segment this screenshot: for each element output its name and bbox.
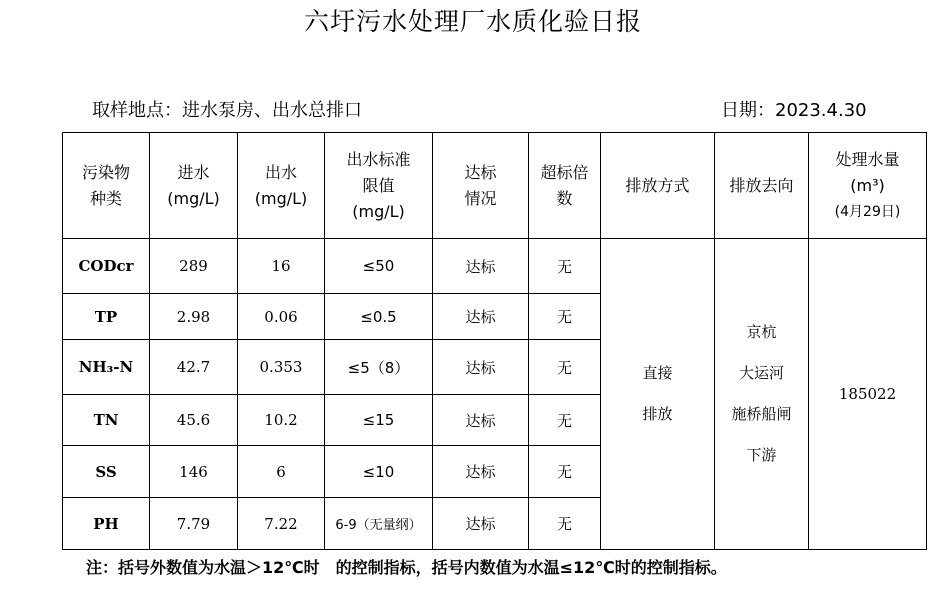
limit-cell: ≤0.5 (325, 294, 433, 340)
effluent-cell: 6 (238, 446, 325, 498)
status-cell: 达标 (433, 340, 529, 395)
limit-cell: 6-9（无量纲） (325, 498, 433, 550)
header-limit: 出水标准 限值 (mg/L) (325, 133, 433, 239)
effluent-cell: 10.2 (238, 395, 325, 446)
exceed-cell: 无 (529, 395, 601, 446)
exceed-cell: 无 (529, 294, 601, 340)
limit-cell: ≤15 (325, 395, 433, 446)
exceed-cell: 无 (529, 340, 601, 395)
header-row (63, 133, 927, 239)
treatment-volume-cell: 185022 (809, 239, 927, 550)
report-title: 六圩污水处理厂水质化验日报 (303, 7, 642, 36)
param-cell: TP (63, 294, 150, 340)
header-compliance: 达标 情况 (433, 133, 529, 239)
effluent-cell: 0.353 (238, 340, 325, 395)
status-cell: 达标 (433, 446, 529, 498)
header-exceed: 超标倍 数 (529, 133, 601, 239)
influent-cell: 289 (150, 239, 238, 294)
param-cell: TN (63, 395, 150, 446)
influent-cell: 42.7 (150, 340, 238, 395)
header-discharge-method: 排放方式 (601, 133, 715, 239)
limit-cell: ≤10 (325, 446, 433, 498)
header-influent: 进水 (mg/L) (150, 133, 238, 239)
header-effluent: 出水 (mg/L) (238, 133, 325, 239)
effluent-cell: 7.22 (238, 498, 325, 550)
effluent-cell: 0.06 (238, 294, 325, 340)
discharge-method-cell: 直接 排放 (601, 239, 715, 550)
param-cell: PH (63, 498, 150, 550)
exceed-cell: 无 (529, 239, 601, 294)
header-treatment-volume: 处理水量 (m³) (4月29日) (809, 133, 927, 239)
status-cell: 达标 (433, 239, 529, 294)
influent-cell: 146 (150, 446, 238, 498)
header-pollutant: 污染物 种类 (63, 133, 150, 239)
status-cell: 达标 (433, 395, 529, 446)
limit-cell: ≤5（8） (325, 340, 433, 395)
limit-cell: ≤50 (325, 239, 433, 294)
influent-cell: 2.98 (150, 294, 238, 340)
influent-cell: 45.6 (150, 395, 238, 446)
param-cell: SS (63, 446, 150, 498)
param-cell: CODcr (63, 239, 150, 294)
influent-cell: 7.79 (150, 498, 238, 550)
report-date: 日期：2023.4.30 (721, 100, 867, 121)
exceed-cell: 无 (529, 446, 601, 498)
status-cell: 达标 (433, 498, 529, 550)
status-cell: 达标 (433, 294, 529, 340)
discharge-destination-cell: 京杭 大运河 施桥船闸 下游 (715, 239, 809, 550)
footnote: 注：括号外数值为水温＞12℃时 的控制指标，括号内数值为水温≤12℃时的控制指标。 (86, 558, 727, 577)
sampling-location: 取样地点：进水泵房、出水总排口 (92, 100, 362, 121)
table-row (63, 239, 927, 294)
water-quality-table (62, 132, 927, 550)
param-cell: NH₃-N (63, 340, 150, 395)
effluent-cell: 16 (238, 239, 325, 294)
header-discharge-destination: 排放去向 (715, 133, 809, 239)
exceed-cell: 无 (529, 498, 601, 550)
